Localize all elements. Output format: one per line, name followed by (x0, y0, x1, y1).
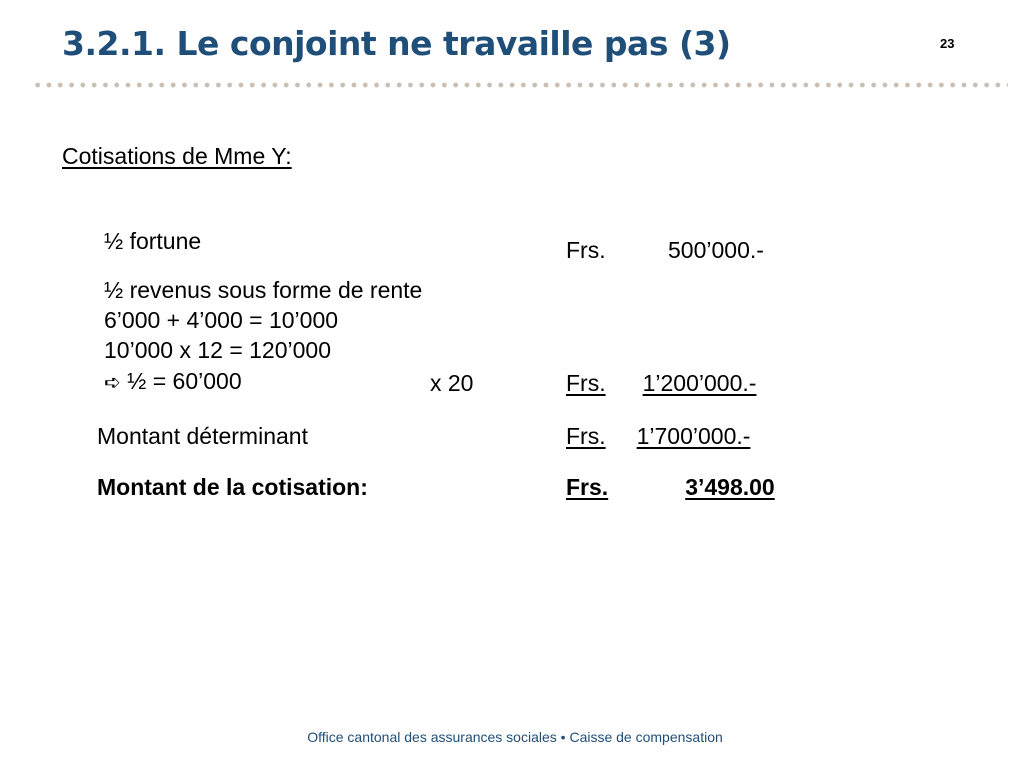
slide-title: 3.2.1. Le conjoint ne travaille pas (3) (62, 24, 731, 63)
dotted-divider (32, 81, 1008, 89)
calc-line-1: 6’000 + 4’000 = 10’000 (104, 307, 339, 333)
cotisation-label: Montant de la cotisation: (97, 474, 368, 500)
page-number: 23 (940, 36, 955, 51)
section-subtitle: Cotisations de Mme Y: (62, 143, 292, 169)
revenus-result (566, 370, 772, 397)
fortune-label: ½ fortune (104, 228, 202, 254)
footer-bullet: • (560, 729, 566, 745)
determinant-currency: Frs. (566, 423, 606, 449)
cotisation-currency: Frs. (566, 474, 609, 500)
arrow-right-icon: ➪ (104, 370, 121, 394)
revenus-amount: 1’200’000.- (642, 370, 757, 396)
calc-line-3 (104, 368, 242, 395)
fortune-currency: Frs. (566, 237, 606, 263)
determinant-amount: 1’700’000.- (636, 423, 751, 449)
revenus-currency: Frs. (566, 370, 606, 396)
footer (0, 729, 1024, 745)
determinant-label: Montant déterminant (97, 423, 308, 449)
determinant-result (566, 423, 750, 450)
footer-organization: Office cantonal des assurances sociales (307, 729, 557, 745)
revenus-label: ½ revenus sous forme de rente (104, 277, 423, 303)
cotisation-amount: 3’498.00 (685, 474, 775, 500)
fortune-amount: 500’000.- (668, 237, 764, 263)
multiplier: x 20 (430, 370, 474, 396)
calc-line-3-text: ½ = 60’000 (127, 368, 242, 394)
cotisation-result (566, 474, 775, 501)
footer-department: Caisse de compensation (569, 729, 723, 745)
calc-line-2: 10’000 x 12 = 120’000 (104, 337, 332, 363)
